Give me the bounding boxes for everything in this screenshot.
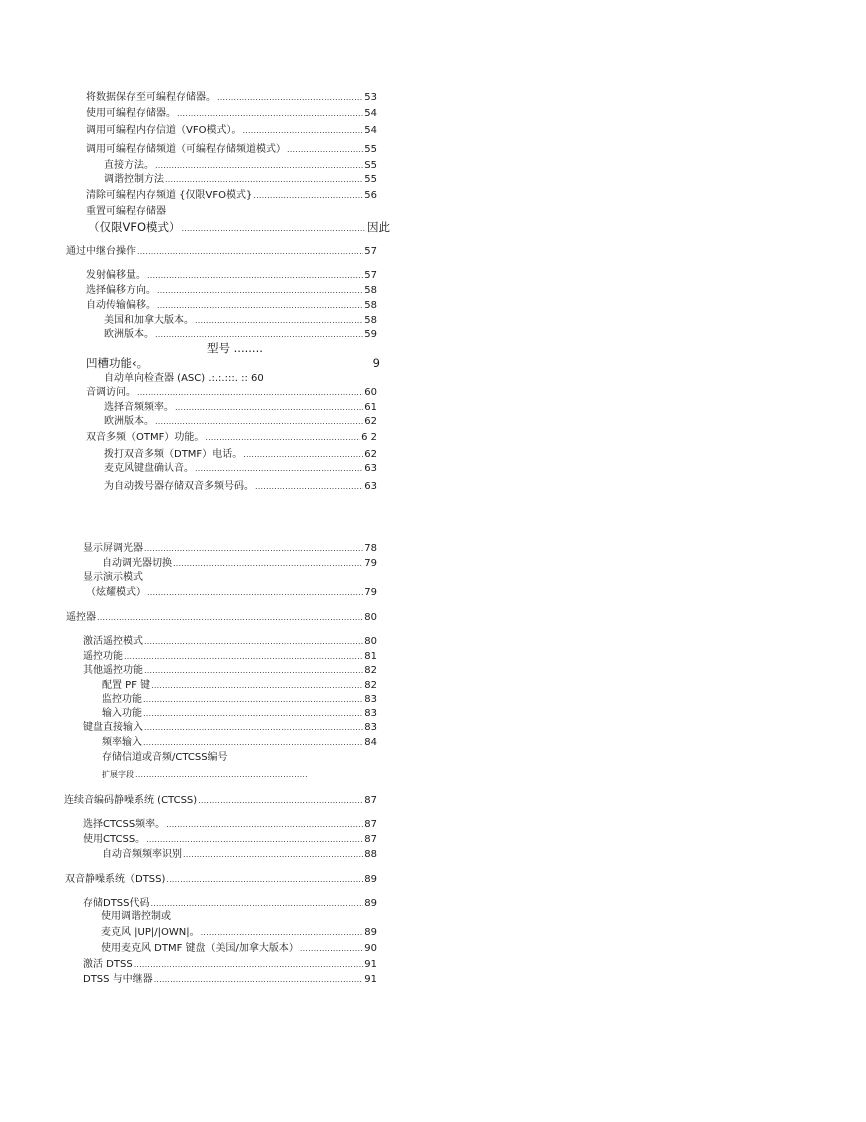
toc-entry-page: 83 [364,722,377,733]
toc-entry [83,636,377,648]
toc-entry [83,651,377,663]
toc-entry [86,285,377,297]
toc-entry-title: 使用麦克风 DTMF 键盘（美国/加拿大版本） [101,943,299,954]
toc-entry-title: （仅限VFO模式） [88,220,181,234]
toc-entry [86,387,377,399]
toc-section [66,612,377,624]
toc-entry [102,694,377,706]
toc-leader-dots [177,108,363,120]
toc-entry-title: 显示演示模式 [83,572,143,583]
toc-entry [83,819,377,831]
toc-entry [86,108,377,120]
toc-entry-title: 型号 ........ [207,341,263,355]
toc-entry-title: 频率输入 [102,737,142,748]
toc-entry-page: 91 [364,959,377,970]
toc-leader-dots [147,270,363,282]
toc-entry-page: 61 [364,402,377,413]
toc-leader-dots [154,974,364,986]
toc-entry [83,898,377,910]
toc-entry [104,463,377,475]
toc-leader-dots [173,558,363,570]
toc-leader-dots [124,651,363,663]
toc-entry-page: 83 [364,694,377,705]
toc-entry [102,769,308,781]
toc-entry [104,416,377,428]
toc-entry-page: 88 [364,849,377,860]
toc-entry-title: 激活 DTSS [83,959,133,970]
toc-entry-title: 欧洲版本。 [104,329,154,340]
toc-entry-page: 55 [364,144,377,155]
toc-entry-page: 91 [364,974,377,985]
toc-entry-title: 监控功能 [102,694,142,705]
toc-entry-title: 自动传输偏移。 [86,300,156,311]
toc-leader-dots [157,300,363,312]
toc-section [64,795,377,807]
toc-leader-dots [217,92,363,104]
toc-leader-dots [255,481,363,493]
toc-entry [104,481,377,493]
toc-entry-title: 凹槽功能‹。 [86,356,149,370]
toc-leader-dots [165,174,363,186]
toc-entry-page: 58 [364,285,377,296]
toc-entry-title: 连续音编码静噪系统 (CTCSS) [64,795,198,806]
toc-entry [102,849,377,861]
toc-leader-dots [143,694,363,706]
toc-entry-page: 79 [364,558,377,569]
toc-entry [86,190,377,202]
toc-leader-dots [182,222,366,236]
toc-entry-page: 56 [364,190,377,201]
toc-entry [102,708,377,720]
toc-leader-dots [147,587,363,599]
toc-entry [102,680,377,692]
toc-entry [86,270,377,282]
toc-leader-dots [183,849,363,861]
toc-entry [83,722,377,734]
toc-entry-title: 其他遥控功能 [83,665,143,676]
toc-entry-title: 直接方法。 [104,160,154,171]
toc-entry-title: 存储信道或音频/CTCSS编号 [102,752,228,763]
toc-entry-title: 美国和加拿大版本。 [104,315,194,326]
toc-entry [83,959,377,971]
toc-entry [83,665,377,677]
toc-entry-title: 调用可编程内存信道（VFO模式）。 [86,125,242,136]
toc-entry-page: 58 [364,300,377,311]
toc-leader-dots [243,449,363,461]
toc-leader-dots [155,329,363,341]
toc-entry-title: 通过中继台操作 [66,246,136,257]
toc-entry [86,125,377,137]
toc-leader-dots [134,959,364,971]
toc-entry-page: 82 [364,680,377,691]
toc-entry-page: 80 [364,636,377,647]
toc-leader-dots [144,722,363,734]
toc-entry [104,329,377,341]
toc-entry-title: 麦克风键盘确认音。 [104,463,194,474]
toc-leader-dots [137,246,363,258]
toc-entry-title: 扩展字段 [102,770,134,779]
toc-entry [83,543,377,555]
toc-entry-title: 遥控功能 [83,651,123,662]
toc-entry [104,449,377,461]
toc-entry [83,834,377,846]
toc-leader-dots [253,190,363,202]
toc-entry-title: 使用CTCSS。 [83,834,146,845]
toc-leader-dots [242,125,363,137]
toc-entry-page: 9 [372,356,380,370]
toc-leader-dots [195,315,363,327]
toc-entry [104,174,377,186]
toc-entry-page: 90 [364,943,377,954]
toc-entry-page: S5 [364,160,377,171]
toc-entry-title: 选择音频频率。 [104,402,174,413]
toc-leader-dots [287,144,363,156]
toc-section [65,874,377,886]
toc-entry-page: 因此 [367,220,390,234]
toc-entry [86,92,377,104]
toc-entry-title: DTSS 与中继器 [83,974,153,985]
toc-section [66,246,377,258]
toc-leader-dots [201,927,364,939]
toc-entry-page: 53 [364,92,377,103]
toc-entry-page: 55 [364,174,377,185]
toc-entry-title: 使用可编程存储器。 [86,108,176,119]
toc-entry [86,356,380,370]
toc-leader-dots [157,285,363,297]
toc-leader-dots [166,874,363,886]
toc-entry-page: 84 [364,737,377,748]
toc-entry-page: 89 [364,898,377,909]
toc-leader-dots [97,612,363,624]
toc-leader-dots [155,416,363,428]
toc-entry-title: 调谐控制方法 [104,174,164,185]
toc-entry-page: 87 [364,795,377,806]
toc-entry-page: 81 [364,651,377,662]
toc-entry-page: 59 [364,329,377,340]
toc-entry-title: 存储DTSS代码 [83,898,150,909]
toc-entry-page: 87 [364,834,377,845]
toc-leader-dots [146,834,363,846]
toc-entry-title: 欧洲版本。 [104,416,154,427]
toc-entry-page: 89 [364,927,377,938]
toc-entry [88,220,390,236]
toc-entry-page: 60 [364,387,377,398]
toc-entry-title: 自动调光器切换 [102,558,172,569]
toc-entry [104,160,377,172]
toc-entry-page: 83 [364,708,377,719]
toc-entry-page: 87 [364,819,377,830]
toc-entry-page: 54 [364,108,377,119]
toc-entry-title: 双音静噪系统（DTSS) [65,874,166,885]
toc-entry-page: 80 [364,612,377,623]
toc-entry [83,974,377,986]
toc-leader-dots [151,898,364,910]
toc-entry-title: 音调访问。 [86,387,136,398]
toc-leader-dots [151,680,363,692]
toc-entry-title: 自动音频频率识别 [102,849,182,860]
toc-leader-dots [175,402,363,414]
toc-leader-dots [144,543,363,555]
toc-entry-title: （炫耀模式） [86,587,146,598]
toc-entry-page: 79 [364,587,377,598]
toc-entry [104,315,377,327]
toc-entry [102,558,377,570]
toc-entry [86,432,377,444]
toc-leader-dots [135,769,307,781]
toc-leader-dots [144,636,363,648]
toc-entry-title: 将数据保存至可编程存储器。 [86,92,216,103]
toc-entry [102,737,377,749]
toc-entry-title: 选择偏移方向。 [86,285,156,296]
toc-entry-page: 57 [364,270,377,281]
toc-entry-title: 激活遥控模式 [83,636,143,647]
toc-entry-title: 拨打双音多频（DTMF）电话。 [104,449,243,460]
toc-entry-title: 使用调谐控制或 [101,911,171,922]
toc-entry-title: 重置可编程存储器 [86,206,166,217]
toc-entry-title: 自动单向检查器 (ASC) .:.:.:::. :: 60 [104,373,264,384]
toc-entry-page: 58 [364,315,377,326]
toc-leader-dots [137,387,363,399]
toc-leader-dots [300,943,363,955]
toc-entry [101,927,377,939]
toc-entry-page: 89 [364,874,377,885]
toc-entry-title: 配置 PF 键 [102,680,151,691]
toc-leader-dots [198,795,363,807]
toc-leader-dots [143,708,363,720]
toc-entry-title: 键盘直接输入 [83,722,143,733]
toc-entry [101,943,377,955]
toc-entry-title: 调用可编程存储频道（可编程存储频道模式） [86,144,286,155]
toc-entry-page: 63 [364,481,377,492]
toc-entry-title: 麦克风 |UP|/|OWN|。 [101,927,200,938]
toc-entry-title: 显示屏调光器 [83,543,143,554]
toc-leader-dots [143,737,363,749]
toc-entry-title: 遥控器 [66,612,96,623]
toc-entry-title: 清除可编程内存频道 {仅限VFO模式} [86,190,253,201]
toc-entry [104,402,377,414]
toc-entry-title: 为自动拨号器存储双音多频号码。 [104,481,254,492]
toc-entry-title: 发射偏移量。 [86,270,146,281]
toc-entry-title: 选择CTCSS频率。 [83,819,166,830]
toc-entry-title: 双音多频（OTMF）功能。 [86,432,205,443]
toc-leader-dots [205,432,360,444]
toc-entry [86,300,377,312]
toc-leader-dots [144,665,363,677]
toc-entry-page: 78 [364,543,377,554]
toc-entry-page: 57 [364,246,377,257]
toc-entry-page: 63 [364,463,377,474]
toc-leader-dots [155,160,363,172]
toc-entry-page: 54 [364,125,377,136]
toc-entry-page: 62 [364,416,377,427]
toc-entry-page: 62 [364,449,377,460]
toc-entry-title: 输入功能 [102,708,142,719]
toc-leader-dots [166,819,363,831]
toc-leader-dots [195,463,363,475]
toc-entry [86,587,377,599]
toc-entry [86,144,377,156]
toc-entry-page: 82 [364,665,377,676]
toc-entry-page: 6 2 [361,432,377,443]
